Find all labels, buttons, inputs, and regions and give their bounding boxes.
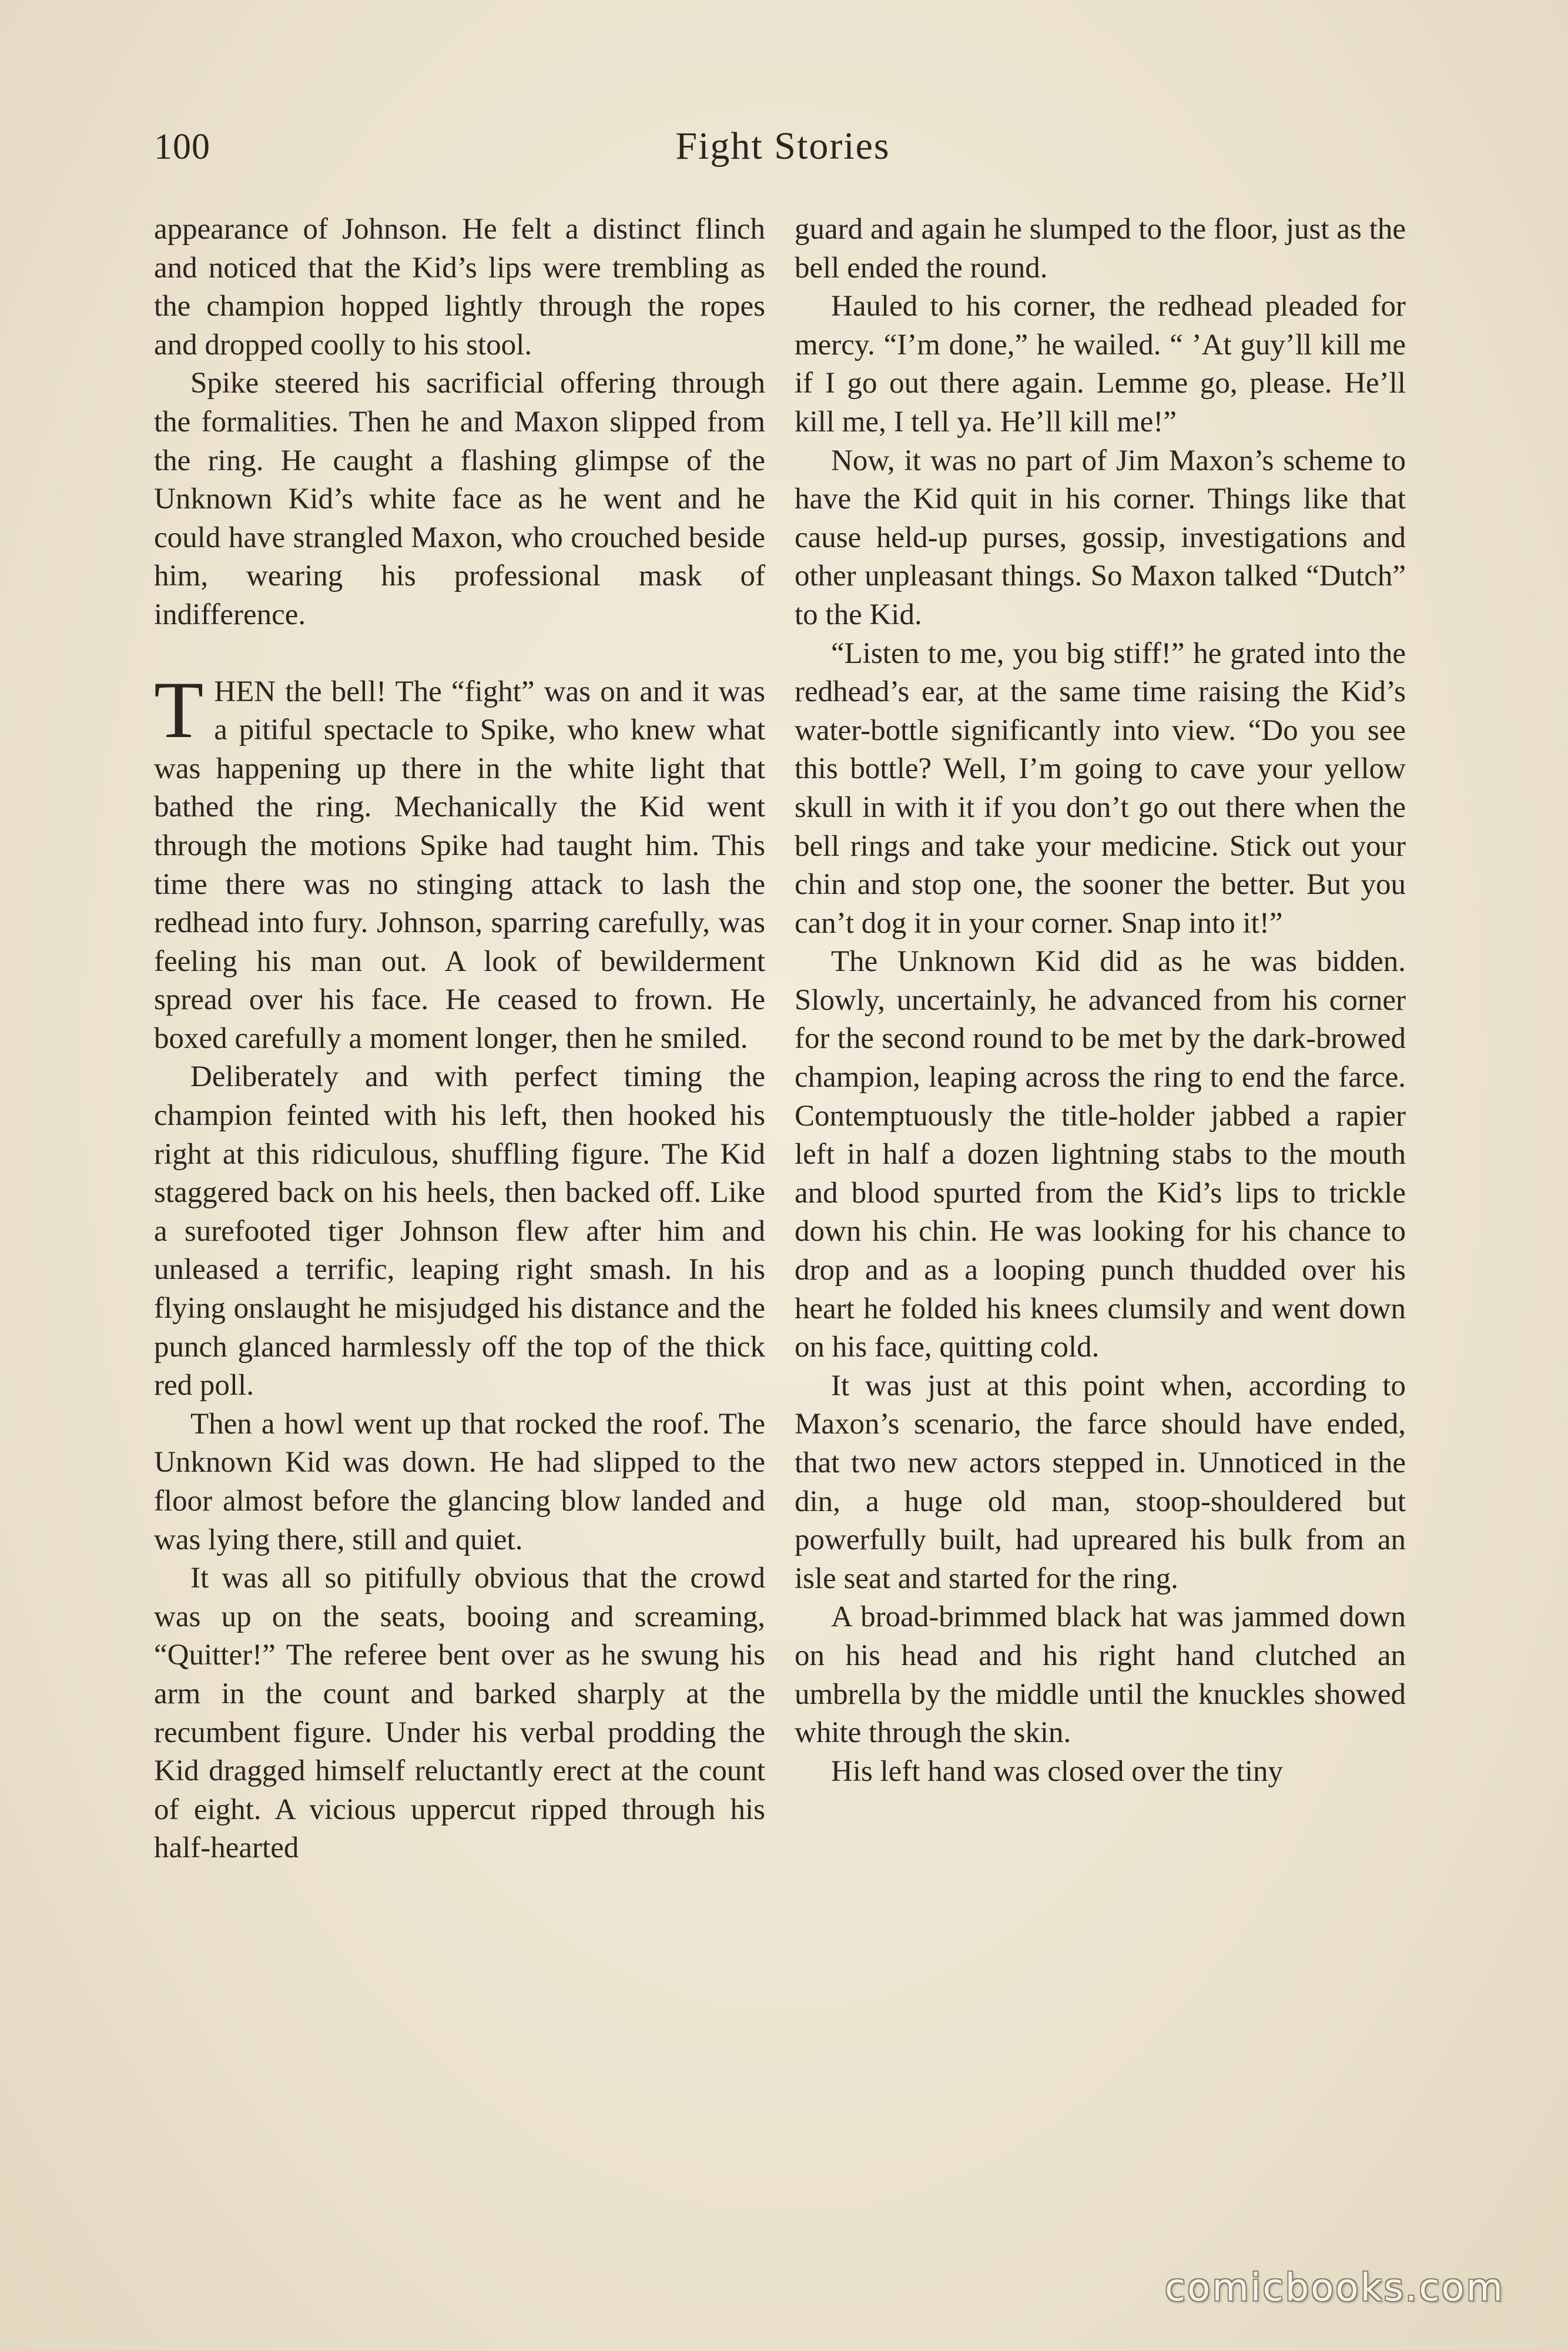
site-watermark: comicbooks.com [1164,2266,1505,2310]
left-column [154,210,765,1868]
running-title: Fight Stories [675,125,890,168]
section-break [154,635,765,673]
paragraph: guard and again he slumped to the floor, just as the bell ended the round. [795,213,1406,284]
page-number: 100 [154,127,210,167]
paragraph: A broad-brimmed black hat was jammed down on his head and his right hand clutched an umbrella by the middle until the knuckles showed white through the skin. [795,1600,1406,1750]
paragraph: His left hand was closed over the tiny [831,1754,1284,1788]
paragraph-with-drop-cap [154,664,765,1059]
paragraph: “Listen to me, you big stiff!” he grated into the redhead’s ear, at the same time raising the Kid’s water-bottle significantly into view. “Do you see this bottle? Well, I’m going to cave your yellow skull in with it if you don’t go out there when the bell rings and take your medicine. Stick out your chin and stop one, the sooner the better. But you can’t dog it in your corner. Snap into it!” [795,637,1406,940]
paragraph: It was all so pitifully obvious that the crowd was up on the seats, booing and screaming, “Quitter!” The referee bent over as he swung his arm in the count and barked sharply at the recumbent figure. Under his verbal prodding the Kid dragged himself reluctantly erect at the count of eight. A vicious uppercut ripped through his half-hearted [154,1562,765,1865]
paragraph: The Unknown Kid did as he was bidden. Slowly, uncertainly, he advanced from his corner for the second round to be met by the dark-browed champion, leaping across the ring to end the farce. Contemptuously the title-holder jabbed a rapier left in half a dozen lightning stabs to the mouth and blood spurted from the Kid’s lips to trickle down his chin. He was looking for his chance to drop and as a looping punch thudded over his heart he folded his knees clumsily and went down on his face, quitting cold. [795,945,1406,1364]
paragraph: Deliberately and with perfect timing the champion feinted with his left, then hooked his right at this ridiculous, shuffling figure. The Kid staggered back on his heels, then backed off. Like a surefooted tiger Johnson flew after him and unleased a terrific, leaping right smash. In his flying onslaught he misjudged his distance and the punch glanced harmlessly off the top of the thick red poll. [154,1060,765,1402]
page-header [154,120,1412,185]
paragraph: It was just at this point when, according to Maxon’s scenario, the farce should have ended, that two new actors stepped in. Unnoticed in the din, a huge old man, stoop-shouldered but powerfully built, had upreared his bulk from an isle seat and started for the ring. [795,1369,1406,1595]
paragraph-text: HEN the bell! The “fight” was on and it was a pitiful spectacle to Spike, who knew what was happening up there in the white light that bathed the ring. Mechanically the Kid went through the motions Spike had taught him. This time there was no stinging attack to lash the redhead into fury. Johnson, sparring carefully, was feeling his man out. A look of bewilderment spread over his face. He ceased to frown. He boxed carefully a moment longer, then he smiled. [154,675,765,1055]
drop-cap: T [154,664,204,755]
paragraph: Now, it was no part of Jim Maxon’s scheme to have the Kid quit in his corner. Things like that cause held-up purses, gossip, investigations and other unpleasant things. So Maxon talked “Dutch” to the Kid. [795,444,1406,631]
text-columns [154,210,1412,2232]
paragraph: Hauled to his corner, the redhead pleaded for mercy. “I’m done,” he wailed. “ ’At guy’ll kill me if I go out there again. Lemme go, please. He’ll kill me, I tell ya. He’ll kill me!” [795,290,1406,438]
paragraph: appearance of Johnson. He felt a distinct flinch and noticed that the Kid’s lips were trembling as the champion hopped lightly through the ropes and dropped coolly to his stool. [154,213,765,361]
paragraph: Then a howl went up that rocked the roof. The Unknown Kid was down. He had slipped to the floor almost before the glancing blow landed and was lying there, still and quiet. [154,1407,765,1556]
right-column [795,210,1406,1791]
paragraph: Spike steered his sacrificial offering through the formalities. Then he and Maxon slipped from the ring. He caught a flashing glimpse of the Unknown Kid’s white face as he went and he could have strangled Maxon, who crouched beside him, wearing his professional mask of indifference. [154,367,765,631]
